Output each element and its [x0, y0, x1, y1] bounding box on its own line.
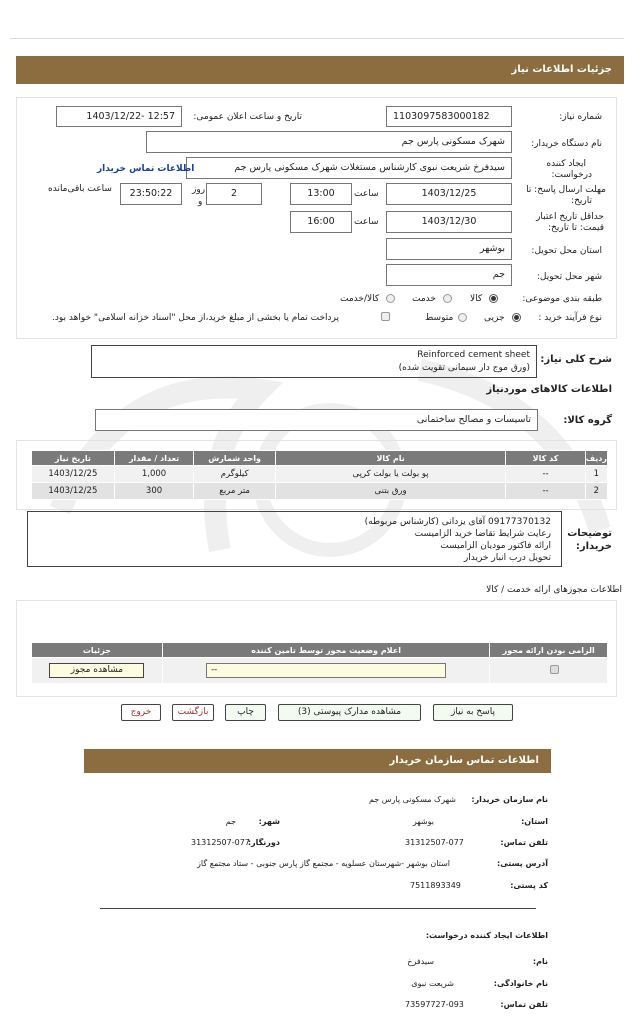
- cell-name: ورق بتنی: [275, 483, 505, 500]
- creator-phone-label: تلفن تماس:: [500, 1000, 548, 1009]
- treasury-note: پرداخت تمام یا بخشی از مبلغ خرید،از محل "اسناد خزانه اسلامی" خواهد بود.: [52, 313, 340, 323]
- permits-title: اطلاعات مجوزهای ارائه خدمت / کالا: [486, 585, 622, 595]
- city-label: شهر محل تحویل:: [536, 272, 602, 282]
- goods-group-field: تاسیسات و مصالح ساختمانی: [95, 409, 538, 431]
- description-line-2: (ورق موج دار سیمانی تقویت شده): [398, 363, 530, 373]
- cell-name: پو بولت یا بولت کرپی: [275, 466, 505, 483]
- deadline-label-1: مهلت ارسال پاسخ: تا: [526, 185, 606, 195]
- col-name: نام کالا: [275, 451, 505, 466]
- cell-code: --: [506, 466, 585, 483]
- process-label: نوع فرآیند خرید :: [538, 313, 602, 323]
- province-field: بوشهر: [386, 238, 512, 260]
- buyer-notes-label-1: توضیحات: [567, 528, 612, 539]
- contact-org-value: شهرک مسکونی پارس جم: [368, 795, 456, 804]
- creator-name-label: نام:: [532, 957, 548, 966]
- cell-status: [162, 658, 490, 684]
- cell-details: [32, 658, 163, 684]
- validity-time-label: ساعت: [354, 217, 379, 227]
- category-option-service: خدمت: [412, 294, 436, 304]
- process-option-minor: جزیی: [484, 313, 505, 323]
- process-radio-medium[interactable]: [458, 313, 467, 322]
- creator-label-2: درخواست:: [551, 170, 592, 180]
- remaining-label: ساعت باقی‌مانده: [48, 184, 112, 194]
- cell-qty: 1,000: [114, 466, 194, 483]
- category-radio-both[interactable]: [386, 294, 395, 303]
- buyer-contact-link[interactable]: اطلاعات تماس خریدار: [97, 164, 195, 174]
- buyer-note-line: ارائه فاکتور موديان الزاميست: [440, 541, 551, 551]
- creator-family-label: نام خانوادگی:: [493, 979, 548, 988]
- col-code: کد کالا: [506, 451, 585, 466]
- permits-table-header: [32, 643, 608, 658]
- need-number-label: شماره نیاز:: [559, 112, 602, 122]
- contact-postal-label: کد پستی:: [510, 881, 548, 890]
- goods-group-label: گروه کالا:: [563, 415, 612, 426]
- cell-row: 2: [585, 483, 607, 500]
- buyer-org-label: نام دستگاه خریدار:: [531, 139, 602, 149]
- cell-date: 1403/12/25: [32, 483, 115, 500]
- creator-info-title: اطلاعات ایجاد کننده درخواست:: [425, 931, 548, 940]
- contact-org-label: نام سازمان خریدار:: [471, 795, 548, 804]
- remaining-time-field: 23:50:22: [120, 183, 182, 205]
- cell-code: --: [506, 483, 585, 500]
- col-unit: واحد شمارش: [194, 451, 276, 466]
- attachments-button[interactable]: مشاهده مدارک پیوستی (3): [278, 704, 421, 721]
- contact-address-value: استان بوشهر -شهرستان عسلویه - مجتمع گاز پارس جنوبی - ستاد مجتمع گاز: [197, 859, 450, 868]
- deadline-time-field: 13:00: [290, 183, 352, 205]
- creator-phone-value: 73597727-093: [405, 1000, 464, 1009]
- deadline-date-field: 1403/12/25: [386, 183, 512, 205]
- contact-header: اطلاعات تماس سازمان خریدار: [84, 749, 551, 773]
- category-option-both: کالا/خدمت: [340, 294, 380, 304]
- description-line-1: Reinforced cement sheet: [417, 350, 530, 360]
- creator-field: سیدفرخ شریعت نبوی کارشناس مستغلات شهرک مسکونی پارس جم: [186, 157, 512, 179]
- province-label: استان محل تحویل:: [531, 246, 602, 256]
- creator-family-value: شریعت نبوی: [411, 979, 454, 988]
- cell-row: 1: [585, 466, 607, 483]
- col-details: جزئیات: [32, 643, 163, 658]
- description-label: شرح کلی نیاز:: [540, 354, 612, 365]
- table-row: [32, 658, 608, 684]
- category-label: طبقه بندی موضوعی:: [522, 294, 602, 304]
- category-option-goods: کالا: [470, 294, 483, 304]
- print-button[interactable]: چاپ: [225, 704, 266, 721]
- category-radio-service[interactable]: [443, 294, 452, 303]
- cell-unit: متر مربع: [194, 483, 276, 500]
- table-row: [32, 466, 608, 483]
- deadline-label-2: تاریخ:: [571, 196, 592, 206]
- validity-label-1: حداقل تاریخ اعتبار: [536, 212, 604, 222]
- deadline-time-label: ساعت: [354, 189, 379, 199]
- required-checkbox: [550, 665, 559, 674]
- col-date: تاریخ نیاز: [32, 451, 115, 466]
- announce-label: تاریخ و ساعت اعلان عمومی:: [193, 112, 302, 122]
- contact-fax-label: دورنگار:: [247, 838, 280, 847]
- contact-postal-value: 7511893349: [410, 881, 461, 890]
- days-and: و: [198, 197, 203, 207]
- table-row: [32, 483, 608, 500]
- reply-button[interactable]: پاسخ به نیاز: [433, 704, 513, 721]
- category-radio-goods[interactable]: [489, 294, 498, 303]
- col-qty: تعداد / مقدار: [114, 451, 194, 466]
- validity-date-field: 1403/12/30: [386, 211, 512, 233]
- need-number-field: 1103097583000182: [386, 106, 512, 127]
- validity-label-2: قیمت: تا تاریخ:: [548, 223, 604, 233]
- cell-date: 1403/12/25: [32, 466, 115, 483]
- days-field: 2: [206, 183, 262, 205]
- col-row: ردیف: [585, 451, 607, 466]
- process-radio-minor[interactable]: [512, 313, 521, 322]
- items-table: [31, 450, 608, 500]
- back-button[interactable]: بازگشت: [172, 704, 214, 721]
- goods-info-title: اطلاعات کالاهای موردنیاز: [486, 384, 612, 395]
- buyer-org-field: شهرک مسکونی پارس جم: [146, 131, 512, 153]
- validity-time-field: 16:00: [290, 211, 352, 233]
- contact-divider: [100, 908, 536, 909]
- buyer-notes-box: [27, 511, 562, 567]
- buyer-note-line: 09177370132 آقای یزدانی (کارشناس مربوطه): [364, 517, 551, 527]
- contact-province-label: استان:: [521, 817, 548, 826]
- creator-label-1: ایجاد کننده: [546, 159, 586, 169]
- contact-city-label: شهر:: [258, 817, 280, 826]
- page-header: جزئیات اطلاعات نیاز: [16, 56, 624, 84]
- contact-fax-value: 31312507-077: [191, 838, 250, 847]
- buyer-note-line: تحویل درب انبار خریدار: [463, 553, 551, 563]
- city-field: جم: [386, 264, 512, 286]
- process-option-medium: متوسط: [425, 313, 454, 323]
- contact-province-value: بوشهر: [412, 817, 434, 826]
- cell-qty: 300: [114, 483, 194, 500]
- contact-phone-label: تلفن تماس:: [500, 838, 548, 847]
- announce-field: 1403/12/22- 12:57: [56, 106, 182, 127]
- treasury-checkbox[interactable]: [381, 312, 390, 321]
- cell-required: [490, 658, 608, 684]
- days-label: روز: [192, 185, 206, 195]
- top-divider: [10, 38, 624, 39]
- col-required: الزامی بودن ارائه مجوز: [490, 643, 608, 658]
- buyer-note-line: رعایت شرایط تقاضا خرید الزامیست: [414, 529, 551, 539]
- buyer-notes-label-2: خریدار:: [575, 541, 612, 552]
- view-permit-button[interactable]: مشاهده مجوز: [49, 663, 144, 678]
- items-table-header: [32, 451, 608, 466]
- contact-address-label: آدرس پستی:: [497, 859, 548, 868]
- creator-name-value: سیدفرخ: [407, 957, 434, 966]
- description-box: [91, 345, 537, 378]
- permits-table: [31, 642, 608, 684]
- cell-unit: کیلوگرم: [194, 466, 276, 483]
- contact-city-value: جم: [225, 817, 236, 826]
- permit-status-field[interactable]: --: [206, 663, 446, 678]
- col-status: اعلام وضعیت مجوز توسط تامین کننده: [162, 643, 490, 658]
- exit-button[interactable]: خروج: [121, 704, 161, 721]
- contact-phone-value: 31312507-077: [405, 838, 464, 847]
